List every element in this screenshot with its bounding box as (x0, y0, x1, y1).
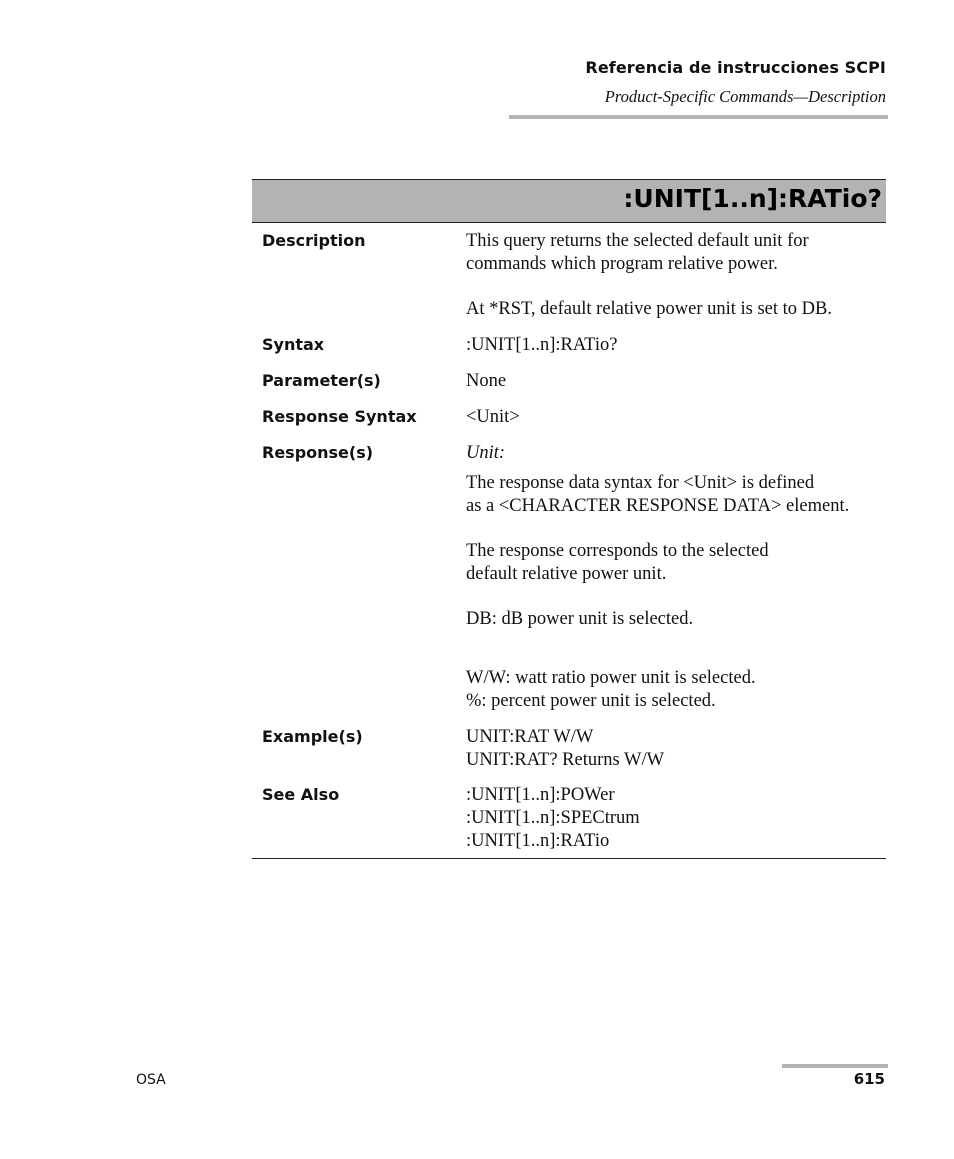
page-number: 615 (853, 1070, 885, 1088)
command-title: :UNIT[1..n]:RATio? (623, 184, 882, 213)
description-line-1: This query returns the selected default unit for (466, 231, 809, 251)
examples-label: Example(s) (262, 727, 363, 746)
see-also-link-1: :UNIT[1..n]:POWer (466, 785, 615, 805)
response-syntax-value: <Unit> (466, 407, 520, 427)
see-also-link-2: :UNIT[1..n]:SPECtrum (466, 808, 640, 828)
response-line-6: W/W: watt ratio power unit is selected. (466, 668, 756, 688)
see-also-link-3: :UNIT[1..n]:RATio (466, 831, 610, 851)
table-bottom-rule (252, 858, 886, 859)
section-header-title: Referencia de instrucciones SCPI (585, 58, 886, 77)
response-line-1: The response data syntax for <Unit> is defined (466, 473, 815, 493)
response-line-5: DB: dB power unit is selected. (466, 609, 694, 629)
parameters-label: Parameter(s) (262, 371, 381, 390)
responses-label: Response(s) (262, 443, 374, 462)
syntax-label: Syntax (262, 335, 325, 354)
footer-product: OSA (136, 1072, 166, 1088)
response-line-2: as a <CHARACTER RESPONSE DATA> element. (466, 496, 850, 516)
header-divider (509, 115, 888, 119)
description-line-2: commands which program relative power. (466, 254, 778, 274)
response-line-7: %: percent power unit is selected. (466, 691, 716, 711)
description-label: Description (262, 231, 366, 250)
example-line-2: UNIT:RAT? Returns W/W (466, 750, 665, 770)
response-line-3: The response corresponds to the selected (466, 541, 769, 561)
see-also-label: See Also (262, 785, 340, 804)
response-name: Unit: (466, 443, 506, 463)
parameters-value: None (466, 371, 507, 391)
syntax-value: :UNIT[1..n]:RATio? (466, 335, 618, 355)
description-line-3: At *RST, default relative power unit is set to DB. (466, 299, 832, 319)
response-syntax-label: Response Syntax (262, 407, 417, 426)
section-header-subtitle: Product-Specific Commands—Description (604, 87, 886, 106)
response-line-4: default relative power unit. (466, 564, 667, 584)
example-line-1: UNIT:RAT W/W (466, 727, 594, 747)
footer-divider (782, 1064, 888, 1068)
command-title-bar (252, 179, 886, 223)
